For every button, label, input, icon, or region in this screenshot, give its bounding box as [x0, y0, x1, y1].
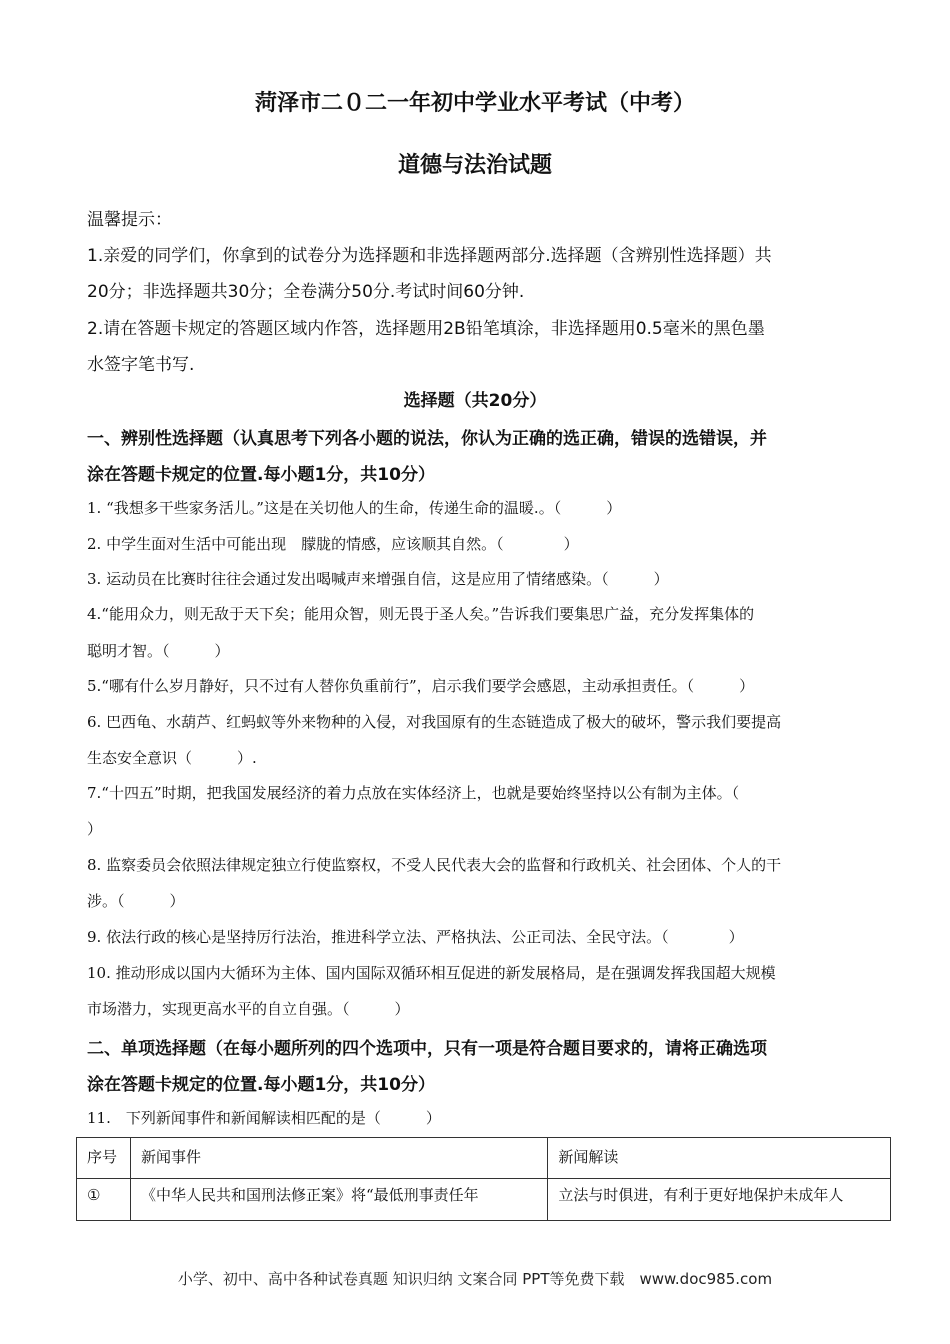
question-line: 10. 推动形成以国内大循环为主体、国内国际双循环相互促进的新发展格局，是在强调发挥我国超大规模 [87, 964, 776, 982]
table-header-row [77, 1138, 891, 1179]
question-line: 涉。（ ） [87, 892, 185, 910]
question-line: 8. 监察委员会依照法律规定独立行使监察权，不受人民代表大会的监督和行政机关、社会团体、个人的干 [87, 856, 782, 874]
tips-heading: 温馨提示： [87, 210, 172, 230]
part-title: 选择题（共20分） [403, 391, 547, 411]
tips-line: 20分；非选择题共30分；全卷满分50分.考试时间60分钟. [87, 282, 525, 302]
table-header-cell: 序号 [77, 1138, 131, 1179]
table-row [77, 1179, 891, 1221]
section2-title: 涂在答题卡规定的位置.每小题1分，共10分） [87, 1075, 435, 1095]
question-line: 5.“哪有什么岁月静好，只不过有人替你负重前行”，启示我们要学会感恩，主动承担责任。（ ） [87, 677, 755, 695]
footer-text: 小学、初中、高中各种试卷真题 知识归纳 文案合同 PPT等免费下载 www.doc985.com [177, 1270, 773, 1288]
tips-line: 1.亲爱的同学们，你拿到的试卷分为选择题和非选择题两部分.选择题（含辨别性选择题）共 [87, 246, 772, 266]
table-header-cell: 新闻事件 [130, 1138, 547, 1179]
question-line: 市场潜力，实现更高水平的自立自强。（ ） [87, 1000, 410, 1018]
question-line: 生态安全意识（ ）. [87, 749, 257, 767]
table-cell: 立法与时俱进，有利于更好地保护未成年人 [548, 1179, 891, 1221]
question-line: 聪明才智。（ ） [87, 642, 230, 660]
tips-line: 水签字笔书写. [87, 355, 195, 375]
question-line: ） [87, 820, 103, 838]
question-line: 6. 巴西龟、水葫芦、红蚂蚁等外来物种的入侵，对我国原有的生态链造成了极大的破坏，警示我们要提高 [87, 713, 782, 731]
exam-subtitle: 道德与法治试题 [397, 153, 552, 178]
section1-title: 一、辨别性选择题（认真思考下列各小题的说法，你认为正确的选正确，错误的选错误，并 [87, 429, 767, 449]
news-table [76, 1137, 891, 1221]
question-line: 7.“十四五”时期，把我国发展经济的着力点放在实体经济上，也就是要始终坚持以公有制为主体。（ [87, 784, 740, 802]
question-line: 1. “我想多干些家务活儿。”这是在关切他人的生命，传递生命的温暖.。（ ） [87, 499, 622, 517]
question-line: 2. 中学生面对生活中可能出现 朦胧的情感，应该顺其自然。（ ） [87, 535, 579, 553]
tips-line: 2.请在答题卡规定的答题区域内作答，选择题用2B铅笔填涂，非选择题用0.5毫米的黑色墨 [87, 319, 765, 339]
question-line: 3. 运动员在比赛时往往会通过发出喝喊声来增强自信，这是应用了情绪感染。（ ） [87, 570, 669, 588]
exam-title: 菏泽市二０二一年初中学业水平考试（中考） [254, 91, 695, 116]
question-11: 11. 下列新闻事件和新闻解读相匹配的是（ ） [87, 1109, 441, 1127]
table-header-cell: 新闻解读 [548, 1138, 891, 1179]
section1-title: 涂在答题卡规定的位置.每小题1分，共10分） [87, 465, 435, 485]
table-cell: 《中华人民共和国刑法修正案》将“最低刑事责任年 [130, 1179, 547, 1221]
question-line: 9. 依法行政的核心是坚持厉行法治，推进科学立法、严格执法、公正司法、全民守法。（ ） [87, 928, 744, 946]
table-cell: ① [77, 1179, 131, 1221]
section2-title: 二、单项选择题（在每小题所列的四个选项中，只有一项是符合题目要求的，请将正确选项 [87, 1039, 767, 1059]
question-line: 4.“能用众力，则无敌于天下矣；能用众智，则无畏于圣人矣。”告诉我们要集思广益，充分发挥集体的 [87, 605, 755, 623]
